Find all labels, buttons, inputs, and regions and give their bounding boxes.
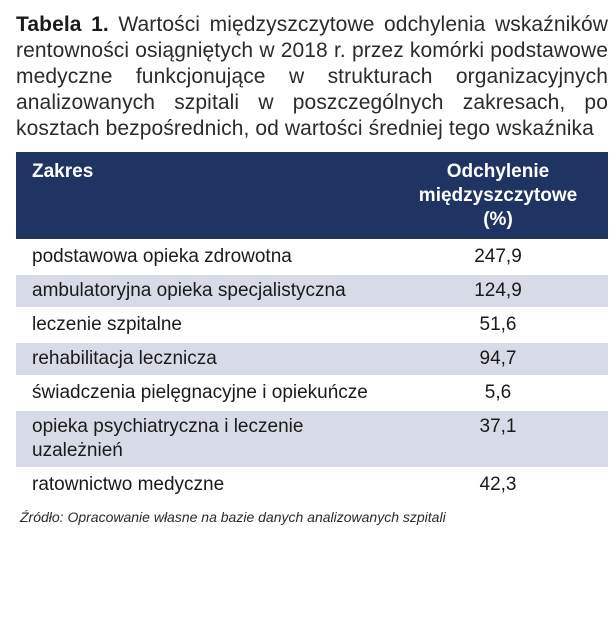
cell-zakres: świadczenia pielęgnacyjne i opiekuńcze (16, 376, 386, 410)
table-body (16, 240, 608, 503)
table-caption-label: Tabela 1. (16, 13, 109, 36)
cell-zakres: podstawowa opieka zdrowotna (16, 240, 386, 274)
column-header-zakres: Zakres (16, 152, 386, 240)
table-row (16, 342, 608, 376)
cell-value: 37,1 (386, 410, 608, 468)
cell-value: 5,6 (386, 376, 608, 410)
cell-value: 51,6 (386, 308, 608, 342)
cell-zakres: leczenie szpitalne (16, 308, 386, 342)
table-row (16, 308, 608, 342)
source-note: Źródło: Opracowanie własne na bazie danych analizowanych szpitali (20, 509, 446, 525)
cell-value: 42,3 (386, 468, 608, 503)
cell-value: 247,9 (386, 240, 608, 274)
column-header-odchylenie: Odchylenie międzyszczytowe (%) (386, 152, 608, 240)
table-caption-text: Wartości międzyszczytowe odchylenia wskaźników rentowności osiągniętych w 2018 r. przez komórki podstawowe medyczne funkcjonujące w strukturach organizacyjnych analizowanych szpitali w poszczególnych zakresach, po kosztach bezpośrednich, od wartości średniej tego wskaźnika (16, 13, 609, 140)
cell-zakres: opieka psychiatryczna i leczenie uzależnień (16, 410, 386, 468)
table-row (16, 376, 608, 410)
cell-value: 124,9 (386, 274, 608, 308)
table-row (16, 274, 608, 308)
table-row (16, 410, 608, 468)
table-caption (16, 12, 608, 142)
table-header-row (16, 152, 608, 240)
cell-value: 94,7 (386, 342, 608, 376)
cell-zakres: rehabilitacja lecznicza (16, 342, 386, 376)
table-row (16, 468, 608, 503)
data-table (16, 152, 608, 503)
cell-zakres: ambulatoryjna opieka specjalistyczna (16, 274, 386, 308)
cell-zakres: ratownictwo medyczne (16, 468, 386, 503)
table-row (16, 240, 608, 274)
